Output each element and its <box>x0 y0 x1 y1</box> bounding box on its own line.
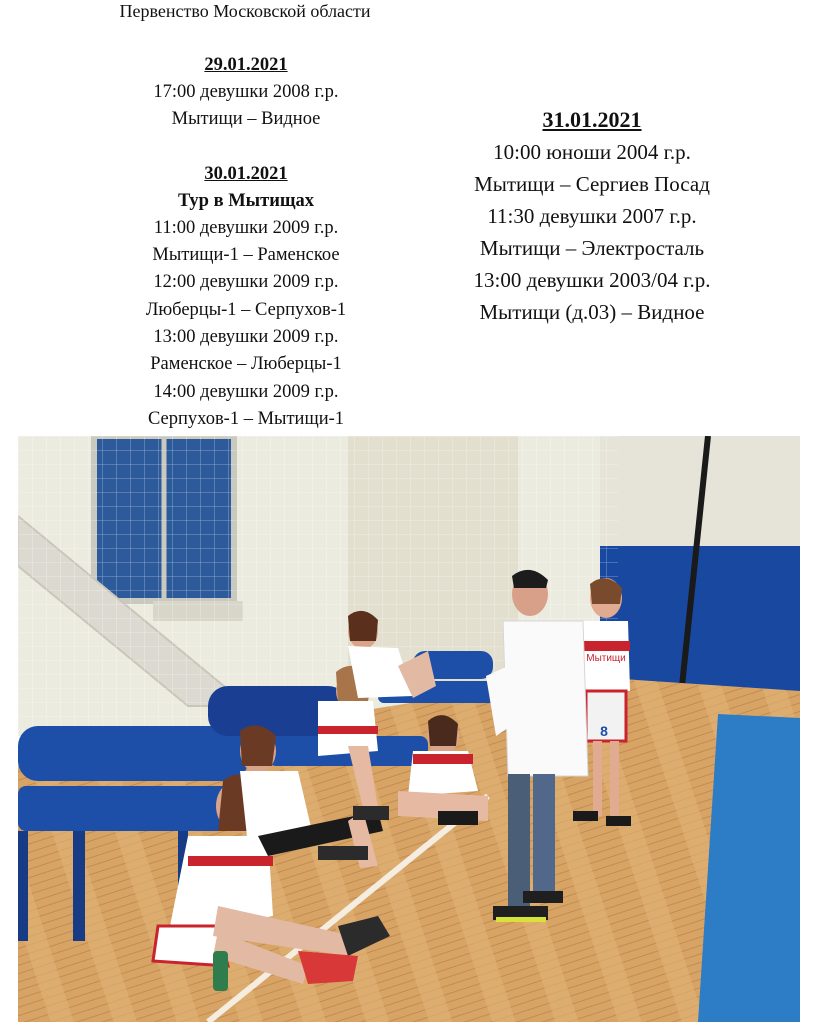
schedule-left-column <box>96 52 396 433</box>
wall-mat-blue <box>600 546 800 691</box>
game-matchup: Мытищи-1 – Раменское <box>152 245 340 266</box>
jersey-text: Мытищи <box>586 653 626 664</box>
championship-title: Первенство Московской области <box>119 1 371 21</box>
game-time: 12:00 девушки 2009 г.р. <box>153 272 339 293</box>
game-time: 13:00 девушки 2003/04 г.р. <box>473 268 711 292</box>
game-time: 14:00 девушки 2009 г.р. <box>153 381 339 402</box>
jersey-number: 8 <box>600 723 608 739</box>
date-heading: 31.01.2021 <box>542 107 642 132</box>
game-matchup: Мытищи – Электросталь <box>479 236 705 260</box>
game-time: 11:30 девушки 2007 г.р. <box>487 204 697 228</box>
game-time: 17:00 девушки 2008 г.р. <box>153 82 339 102</box>
game-matchup: Мытищи – Видное <box>171 109 321 130</box>
game-time: 11:00 девушки 2009 г.р. <box>153 217 339 238</box>
game-matchup: Мытищи (д.03) – Видное <box>479 300 705 324</box>
round-subtitle: Тур в Мытищах <box>178 190 314 211</box>
page-header <box>0 0 490 22</box>
team-photo <box>18 436 800 1022</box>
schedule-right-column <box>432 104 752 328</box>
game-matchup: Люберцы-1 – Серпухов-1 <box>145 299 347 320</box>
date-heading: 30.01.2021 <box>204 163 288 184</box>
game-time: 10:00 юноши 2004 г.р. <box>493 140 691 164</box>
date-heading: 29.01.2021 <box>204 55 288 75</box>
spacer <box>96 134 396 161</box>
game-time: 13:00 девушки 2009 г.р. <box>153 327 339 348</box>
game-matchup: Серпухов-1 – Мытищи-1 <box>147 408 345 429</box>
game-matchup: Мытищи – Сергиев Посад <box>474 172 710 196</box>
game-matchup: Раменское – Люберцы-1 <box>150 354 342 375</box>
